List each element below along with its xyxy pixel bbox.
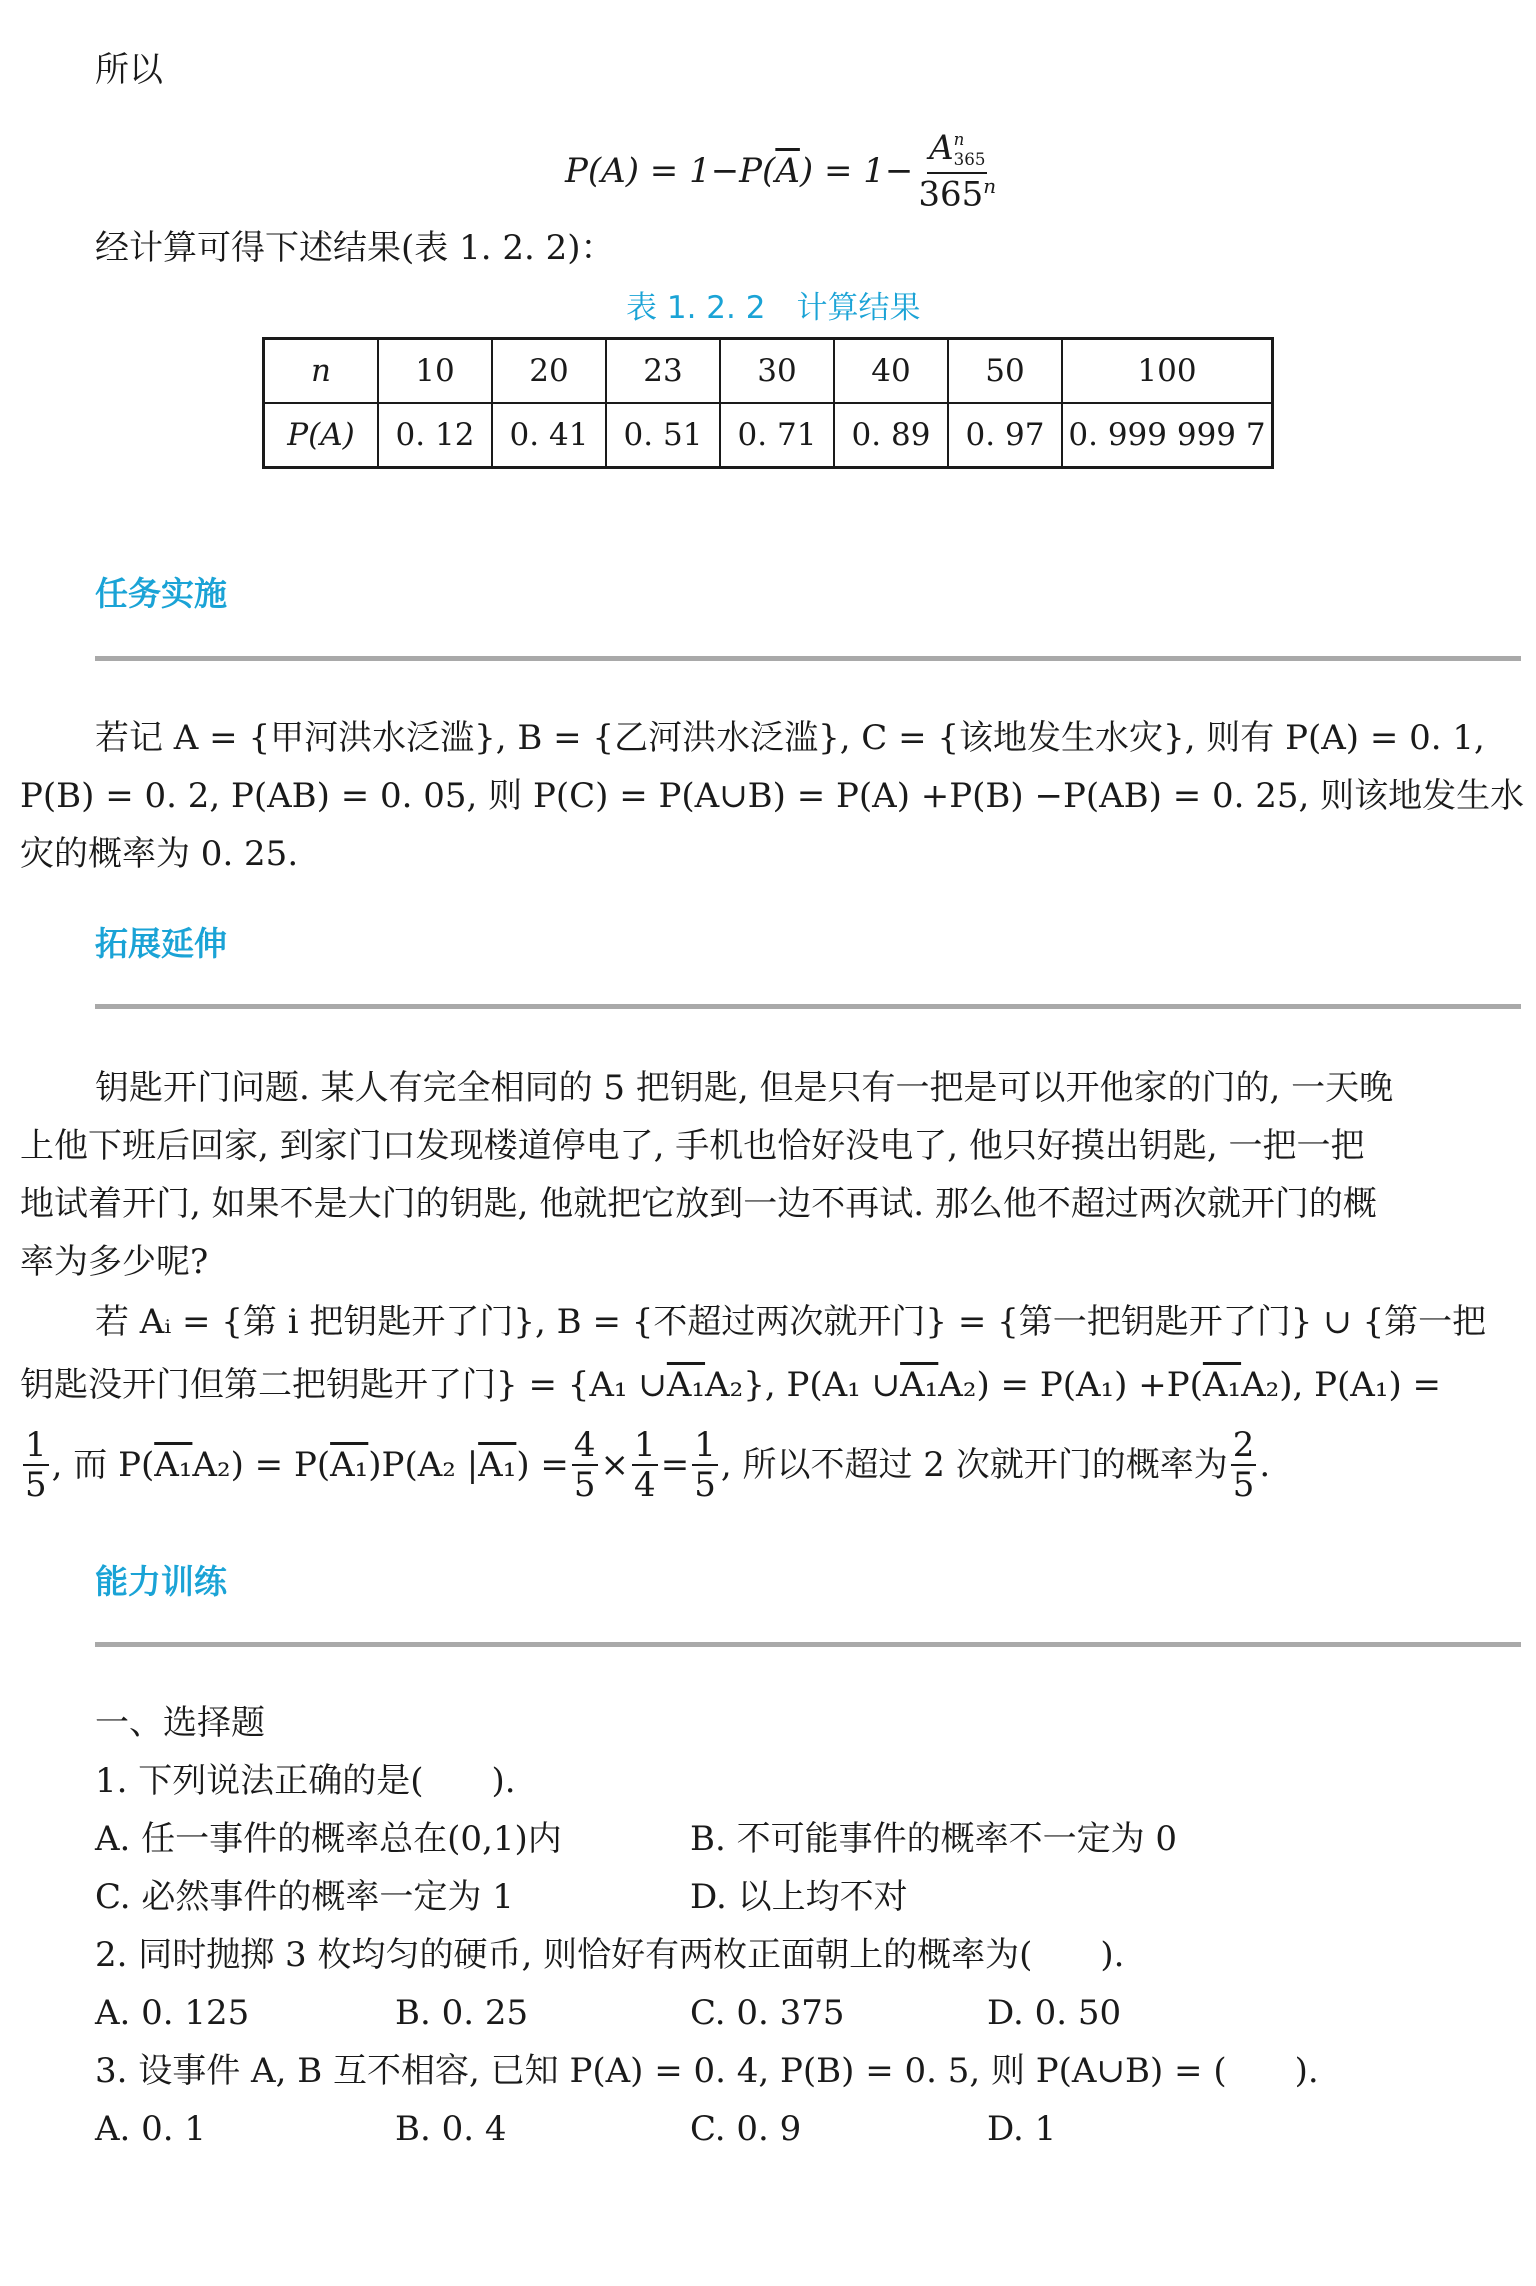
paragraph-line: 灾的概率为 0. 25. [20, 834, 299, 874]
table-cell: 0. 97 [948, 403, 1062, 468]
formula-fraction [916, 128, 998, 215]
table-header-cell: 20 [492, 339, 606, 404]
section-title-extension: 拓展延伸 [95, 924, 227, 963]
option: C. 0. 9 [690, 2109, 802, 2149]
paragraph-line: 钥匙没开门但第二把钥匙开了门} = {A₁ ∪A₁A₂}, P(A₁ ∪A₁A₂) = P(A₁) +P(A₁A₂), P(A₁) = [20, 1365, 1442, 1405]
table-cell: 0. 999 999 7 [1062, 403, 1273, 468]
question: 1. 下列说法正确的是( ). [95, 1761, 516, 1801]
section-title-implementation: 任务实施 [95, 574, 227, 613]
table-header-cell: 10 [378, 339, 492, 404]
formula-abar: $\overline{A}$ [775, 150, 800, 191]
option: D. 以上均不对 [690, 1877, 908, 1917]
table-header-cell: 50 [948, 339, 1062, 404]
table-header-cell: n [264, 339, 379, 404]
table-cell: 0. 41 [492, 403, 606, 468]
paragraph-line: 率为多少呢? [20, 1242, 209, 1282]
table-header-row [264, 339, 1273, 404]
option: D. 1 [987, 2109, 1057, 2149]
section-title-training: 能力训练 [95, 1562, 227, 1601]
paragraph-line: P(B) = 0. 2, P(AB) = 0. 05, 则 P(C) = P(A∪B) = P(A) +P(B) −P(AB) = 0. 25, 则该地发生水 [20, 776, 1525, 816]
table-cell: 0. 12 [378, 403, 492, 468]
option: A. 任一事件的概率总在(0,1)内 [95, 1819, 562, 1859]
paragraph-line: 地试着开门, 如果不是大门的钥匙, 他就把它放到一边不再试. 那么他不超过两次就开门的概 [20, 1184, 1377, 1224]
fraction: $\frac{1}{5}$ [694, 1425, 716, 1505]
option: B. 0. 25 [395, 1993, 529, 2033]
exercise-subtitle: 一、选择题 [95, 1703, 265, 1743]
option: B. 0. 4 [395, 2109, 507, 2149]
table-header-cell: 23 [606, 339, 720, 404]
paragraph-line: 若记 A = {甲河洪水泛滥}, B = {乙河洪水泛滥}, C = {该地发生水灾}, 则有 P(A) = 0. 1, [95, 718, 1485, 758]
section-divider [95, 1004, 1521, 1009]
table-header-cell: 30 [720, 339, 834, 404]
formula-numerator: A n 365 [927, 130, 987, 174]
calc-intro: 经计算可得下述结果(表 1. 2. 2)： [95, 228, 615, 268]
option: D. 0. 50 [987, 1993, 1122, 2033]
fraction: $\frac{4}{5}$ [573, 1425, 596, 1505]
so-label: 所以 [95, 50, 163, 90]
formula-mid: ) = 1− [799, 150, 914, 191]
fraction: $\frac{1}{5}$ [25, 1425, 47, 1505]
option: A. 0. 125 [95, 1993, 250, 2033]
section-divider [95, 656, 1521, 661]
table-caption: 表 1. 2. 2 计算结果 [626, 290, 921, 326]
option: C. 必然事件的概率一定为 1 [95, 1877, 514, 1917]
paragraph-line: 若 Aᵢ = {第 i 把钥匙开了门}, B = {不超过两次就开门} = {第一把钥匙开了门} ∪ {第一把 [95, 1302, 1487, 1342]
question: 3. 设事件 A, B 互不相容, 已知 P(A) = 0. 4, P(B) = 0. 5, 则 P(A∪B) = ( ). [95, 2051, 1319, 2091]
fraction: $\frac{2}{5}$ [1232, 1425, 1255, 1505]
table-cell: 0. 89 [834, 403, 948, 468]
paragraph-line: 上他下班后回家, 到家门口发现楼道停电了, 手机也恰好没电了, 他只好摸出钥匙, 一把一把 [20, 1126, 1365, 1166]
option: A. 0. 1 [95, 2109, 207, 2149]
paragraph-line: $\frac{1}{5}$ , 而 P( A₁ A₂) = P( A₁ )P(A₂ | A₁ ) = $\frac{4}{5}$ × $\frac{1}{4}$ = $\frac{1}{5}$ , 所以不超过 2 次就开门的概率为 $\frac{2}{5}$ . [25, 1425, 1271, 1505]
fraction: $\frac{1}{4}$ [634, 1425, 656, 1505]
formula-denominator: 365$^n$ [918, 174, 997, 215]
option: C. 0. 375 [690, 1993, 845, 2033]
question: 2. 同时抛掷 3 枚均匀的硬币, 则恰好有两枚正面朝上的概率为( ). [95, 1935, 1125, 1975]
option: B. 不可能事件的概率不一定为 0 [690, 1819, 1178, 1859]
table-cell: 0. 51 [606, 403, 720, 468]
formula-left: P(A) = 1−P( [565, 150, 776, 191]
results-table [262, 337, 1274, 469]
probability-formula [565, 128, 1001, 215]
paragraph-line: 钥匙开门问题. 某人有完全相同的 5 把钥匙, 但是只有一把是可以开他家的门的, 一天晚 [95, 1068, 1394, 1108]
table-row-label: P(A) [264, 403, 379, 468]
table-header-cell: 100 [1062, 339, 1273, 404]
section-divider [95, 1642, 1521, 1647]
table-cell: 0. 71 [720, 403, 834, 468]
table-header-cell: 40 [834, 339, 948, 404]
table-row [264, 403, 1273, 468]
